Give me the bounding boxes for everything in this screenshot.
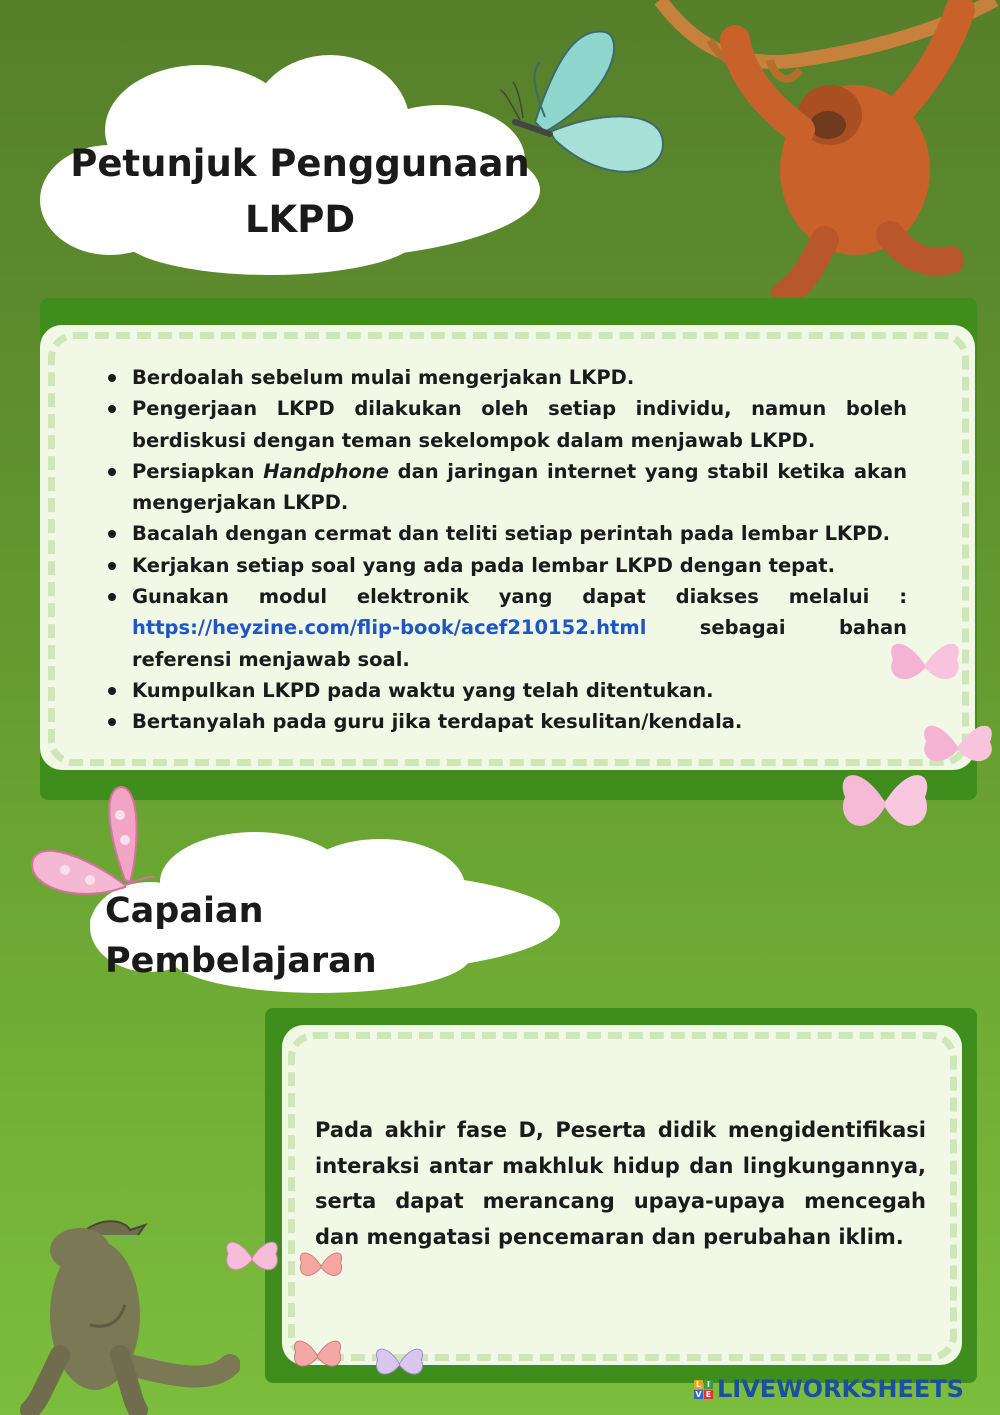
capaian-body: Pada akhir fase D, Peserta didik mengidentifikasi interaksi antar makhluk hidup dan lingkungannya, serta dapat merancang upaya-upaya mencegah dan mengatasi pencemaran dan perubahan iklim. — [315, 1118, 926, 1249]
liveworksheets-logo[interactable] — [694, 1375, 964, 1403]
liveworksheets-brand: LIVEWORKSHEETS — [717, 1375, 964, 1403]
blue-butterfly-image — [495, 22, 675, 192]
rules-list — [105, 362, 907, 738]
list-item: Bacalah dengan cermat dan teliti setiap perintah pada lembar LKPD. — [105, 518, 907, 549]
page-title-line1: Petunjuk Penggunaan — [70, 142, 530, 185]
purple-butterfly-image — [372, 1338, 427, 1388]
page-title — [60, 136, 540, 248]
list-item: Bertanyalah pada guru jika terdapat kesulitan/kendala. — [105, 706, 907, 737]
list-item: Pengerjaan LKPD dilakukan oleh setiap individu, namun boleh berdiskusi dengan teman sekelompok dalam menjawab LKPD. — [105, 393, 907, 456]
capaian-title: Capaian Pembelajaran — [105, 891, 377, 981]
pink-butterfly-image — [296, 1243, 346, 1288]
list-item: Persiapkan Handphone dan jaringan internet yang stabil ketika akan mengerjakan LKPD. — [105, 456, 907, 519]
page-title-line2: LKPD — [244, 198, 356, 241]
komodo-dragon-image — [20, 1205, 240, 1415]
list-item: Kumpulkan LKPD pada waktu yang telah ditentukan. — [105, 675, 907, 706]
pink-butterfly-image — [25, 785, 165, 915]
list-item: Kerjakan setiap soal yang ada pada lembar LKPD dengan tepat. — [105, 550, 907, 581]
pink-butterfly-image — [290, 1330, 345, 1380]
liveworksheets-mark-icon: L I V E — [695, 1379, 712, 1399]
list-item: Gunakan modul elektronik yang dapat diakses melalui : https://heyzine.com/flip-book/acef210152.html sebagai bahan referensi menjawab soal. — [105, 581, 907, 675]
list-item: Berdoalah sebelum mulai mengerjakan LKPD. — [105, 362, 907, 393]
handphone-emphasis: Handphone — [263, 459, 389, 483]
module-link[interactable]: https://heyzine.com/flip-book/acef210152.html — [132, 616, 647, 640]
pink-butterfly-image — [222, 1230, 282, 1285]
pink-butterfly-image — [835, 752, 935, 852]
orangutan-image — [650, 0, 1000, 300]
pink-butterfly-image — [885, 630, 965, 700]
